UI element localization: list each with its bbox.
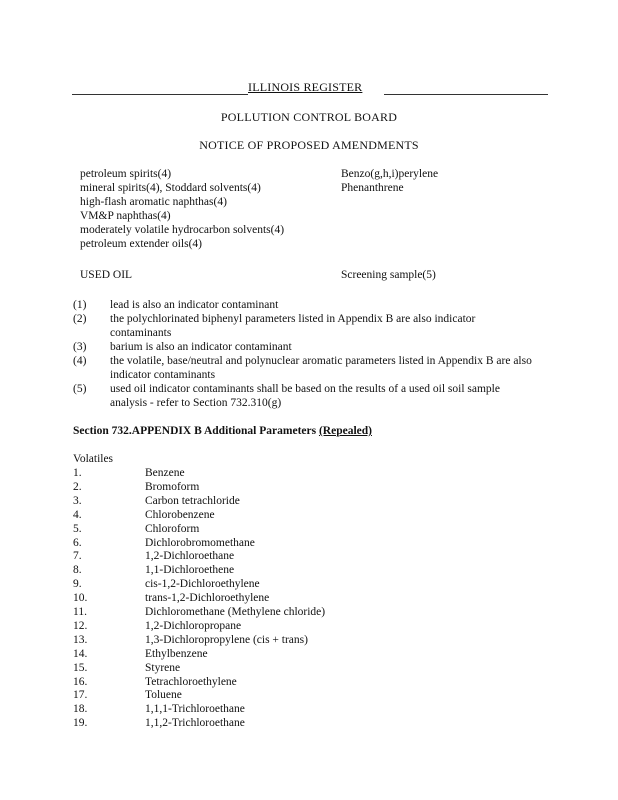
notice-title: NOTICE OF PROPOSED AMENDMENTS	[199, 138, 419, 152]
section-repealed-marker: (Repealed)	[318, 425, 372, 437]
volatile-name: Benzene	[145, 467, 185, 479]
volatile-number: 18.	[73, 703, 88, 715]
header-rule-right	[384, 94, 548, 95]
volatile-number: 3.	[73, 495, 82, 507]
right-list-item-1: Benzo(g,h,i)perylene	[341, 168, 439, 180]
volatile-number: 2.	[73, 481, 82, 493]
footnote-5-text: used oil indicator contaminants shall be based on the results of a used oil soil sample analysis - refer to Section 732.310(g)	[110, 383, 500, 409]
footnote-1-text: lead is also an indicator contaminant	[110, 299, 279, 311]
right-list-item-2: Phenanthrene	[341, 182, 404, 194]
footnote-3-text: barium is also an indicator contaminant	[110, 341, 292, 353]
volatiles-heading: Volatiles	[73, 453, 114, 465]
footnote-2-number: (2)	[73, 313, 87, 325]
left-list-item-3: high-flash aromatic naphthas(4)	[80, 196, 227, 208]
volatile-number: 16.	[73, 676, 88, 688]
volatile-name: Dichloromethane (Methylene chloride)	[145, 606, 326, 618]
footnote-1-number: (1)	[73, 299, 87, 311]
section-title	[73, 424, 372, 438]
left-list-item-6: petroleum extender oils(4)	[80, 238, 202, 250]
volatile-number: 13.	[73, 634, 88, 646]
footnote-2-text: the polychlorinated biphenyl parameters listed in Appendix B are also indicator contaminants	[110, 313, 476, 339]
volatile-name: 1,2-Dichloropropane	[145, 620, 242, 632]
footnote-3-number: (3)	[73, 341, 87, 353]
volatile-name: Carbon tetrachloride	[145, 495, 240, 507]
volatile-number: 12.	[73, 620, 88, 632]
header-rule-left	[72, 94, 248, 95]
volatile-name: Dichlorobromomethane	[145, 537, 255, 549]
volatile-number: 10.	[73, 592, 88, 604]
volatile-number: 11.	[73, 606, 87, 618]
left-list-item-2: mineral spirits(4), Stoddard solvents(4)	[80, 182, 261, 194]
volatile-name: Bromoform	[145, 481, 200, 493]
section-title-text: Section 732.APPENDIX B Additional Parameters	[73, 425, 317, 437]
register-title: ILLINOIS REGISTER	[248, 80, 363, 94]
volatile-name: Styrene	[145, 662, 181, 674]
volatile-number: 6.	[73, 537, 82, 549]
volatile-name: trans-1,2-Dichloroethylene	[145, 592, 270, 604]
volatile-number: 9.	[73, 578, 82, 590]
volatile-name: 1,1,2-Trichloroethane	[145, 717, 245, 729]
volatile-name: 1,3-Dichloropropylene (cis + trans)	[145, 634, 308, 646]
volatile-number: 5.	[73, 523, 82, 535]
left-list-item-4: VM&P naphthas(4)	[80, 210, 171, 222]
volatile-name: Toluene	[145, 689, 182, 701]
footnote-4-text: the volatile, base/neutral and polynuclear aromatic parameters listed in Appendix B are also indicator contaminants	[110, 355, 532, 381]
used-oil-screening: Screening sample(5)	[341, 269, 436, 281]
volatile-number: 15.	[73, 662, 88, 674]
volatile-number: 14.	[73, 648, 88, 660]
used-oil-label: USED OIL	[80, 269, 133, 281]
volatile-name: 1,1,1-Trichloroethane	[145, 703, 245, 715]
volatile-number: 7.	[73, 550, 82, 562]
volatile-name: cis-1,2-Dichloroethylene	[145, 578, 260, 590]
volatile-number: 1.	[73, 467, 82, 479]
footnote-5-number: (5)	[73, 383, 87, 395]
left-list-item-1: petroleum spirits(4)	[80, 168, 172, 180]
volatile-name: 1,1-Dichloroethene	[145, 564, 235, 576]
volatile-name: 1,2-Dichloroethane	[145, 550, 235, 562]
volatile-number: 19.	[73, 717, 88, 729]
volatile-number: 17.	[73, 689, 88, 701]
volatile-name: Tetrachloroethylene	[145, 676, 237, 688]
board-title: POLLUTION CONTROL BOARD	[220, 110, 398, 124]
volatile-name: Chlorobenzene	[145, 509, 215, 521]
volatile-name: Chloroform	[145, 523, 200, 535]
volatile-number: 8.	[73, 564, 82, 576]
volatile-name: Ethylbenzene	[145, 648, 208, 660]
footnote-4-number: (4)	[73, 355, 87, 367]
left-list-item-5: moderately volatile hydrocarbon solvents(4)	[80, 224, 285, 236]
volatile-number: 4.	[73, 509, 82, 521]
